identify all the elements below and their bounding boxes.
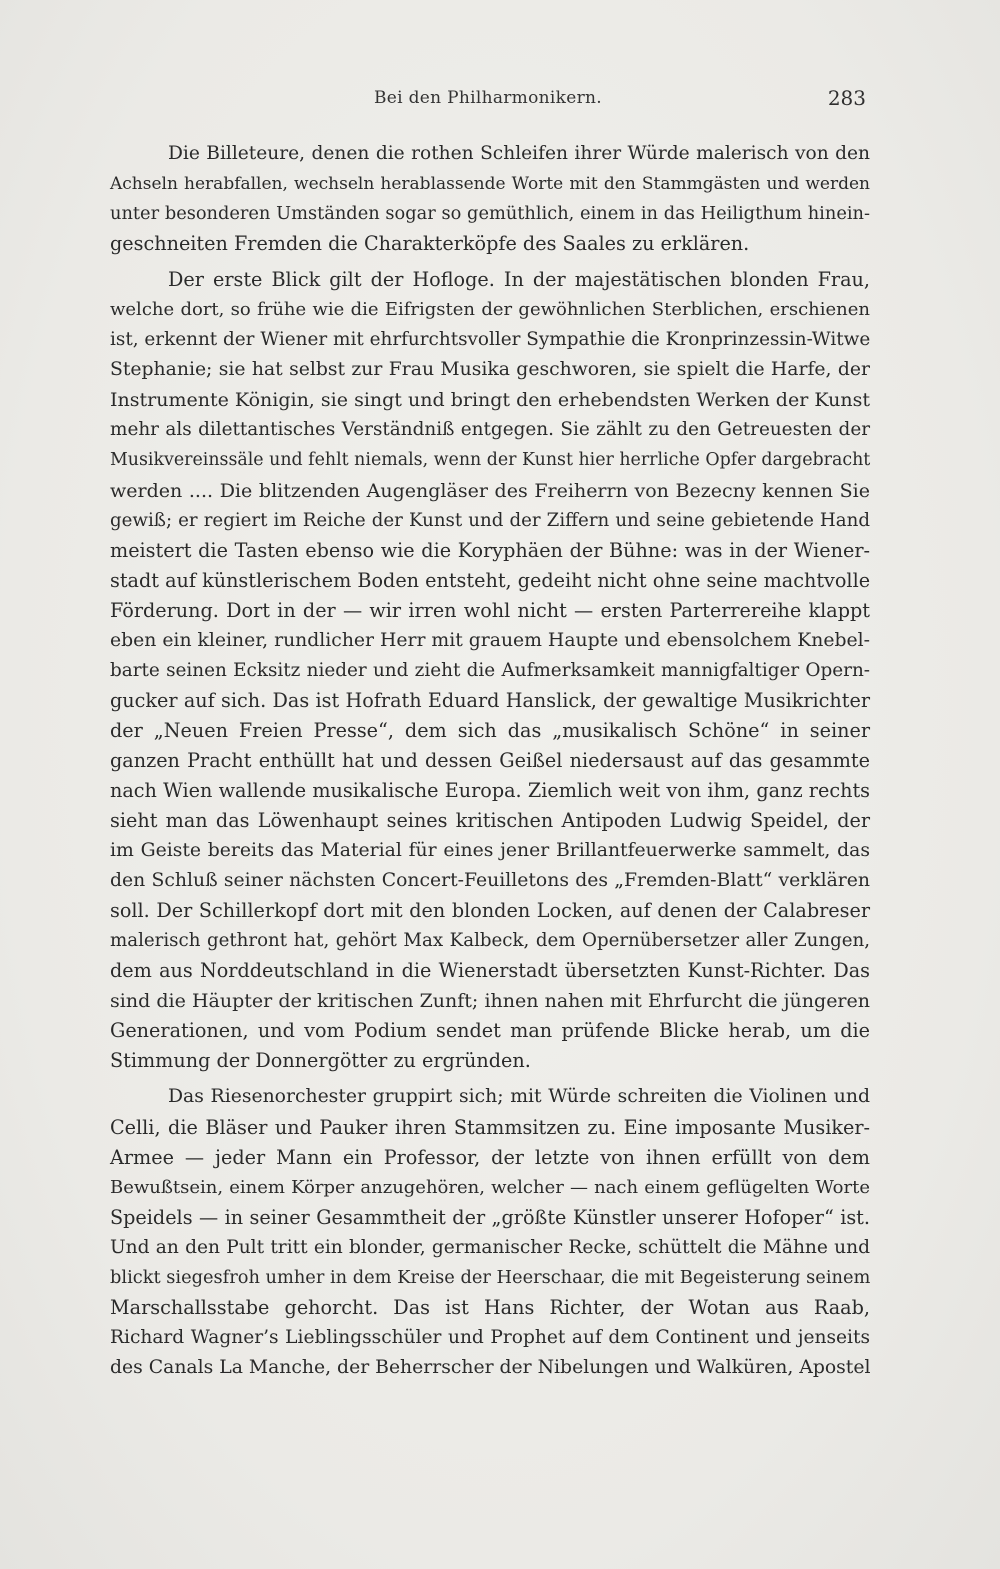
text-line: Richard Wagner’s Lieblingsschüler und Prophet auf dem Continent und jenseits — [110, 1326, 870, 1348]
text-line: Speidels — in seiner Gesammtheit der „größte Künstler unserer Hofoper“ ist. — [110, 1205, 870, 1229]
text-line: sieht man das Löwenhaupt seines kritischen Antipoden Ludwig Speidel, der — [110, 809, 870, 833]
paragraph-first-line: Die Billeteure, denen die rothen Schleifen ihrer Würde malerisch von den — [168, 143, 870, 164]
text-line: nach Wien wallende musikalische Europa. Ziemlich weit von ihm, ganz rechts — [110, 778, 870, 802]
text-line: unter besonderen Umständen sogar so gemüthlich, einem in das Heiligthum hinein- — [110, 203, 870, 225]
text-line: malerisch gethront hat, gehört Max Kalbeck, dem Opernübersetzer aller Zungen, — [110, 930, 870, 952]
text-line: Musikvereinssäle und fehlt niemals, wenn der Kunst hier herrliche Opfer dargebracht — [110, 450, 871, 471]
text-line: geschneiten Fremden die Charakterköpfe des Saales zu erklären. — [110, 232, 750, 256]
text-line: sind die Häupter der kritischen Zunft; ihnen nahen mit Ehrfurcht die jüngeren — [110, 990, 870, 1013]
text-line: mehr als dilettantisches Verständniß entgegen. Sie zählt zu den Getreuesten der — [110, 419, 870, 441]
text-line: soll. Der Schillerkopf dort mit den blonden Locken, auf denen der Calabreser — [110, 899, 870, 923]
text-line: barte seinen Ecksitz nieder und zieht die Aufmerksamkeit mannigfaltiger Opern- — [110, 659, 870, 681]
page-number: 283 — [827, 86, 866, 110]
text-line: Stephanie; sie hat selbst zur Frau Musika geschworen, sie spielt die Harfe, der — [110, 359, 870, 381]
text-line: werden .... Die blitzenden Augengläser des Freiherrn von Bezecny kennen Sie — [110, 479, 870, 502]
text-line: der „Neuen Freien Presse“, dem sich das „musikalisch Schöne“ in seiner — [110, 718, 870, 742]
page-header — [110, 88, 866, 118]
text-line: welche dort, so frühe wie die Eifrigsten der gewöhnlichen Sterblichen, erschienen — [110, 299, 870, 321]
text-line: blickt siegesfroh umher in dem Kreise der Heerschaar, die mit Begeisterung seinem — [110, 1266, 871, 1288]
text-line: Armee — jeder Mann ein Professor, der letzte von ihnen erfüllt von dem — [110, 1145, 870, 1169]
running-head: Bei den Philharmonikern. — [374, 88, 602, 108]
body-text — [110, 139, 870, 1383]
text-line: Celli, die Bläser und Pauker ihren Stammsitzen zu. Eine imposante Musiker- — [110, 1115, 870, 1139]
text-line: gucker auf sich. Das ist Hofrath Eduard Hanslick, der gewaltige Musikrichter — [110, 688, 870, 712]
text-line: Und an den Pult tritt ein blonder, germanischer Recke, schüttelt die Mähne und — [110, 1236, 870, 1258]
text-line: im Geiste bereits das Material für eines jener Brillantfeuerwerke sammelt, das — [110, 840, 870, 862]
paragraph-first-line: Der erste Blick gilt der Hofloge. In der majestätischen blonden Frau, — [168, 268, 870, 292]
text-line: Marschallsstabe gehorcht. Das ist Hans Richter, der Wotan aus Raab, — [110, 1295, 870, 1319]
text-line: ist, erkennt der Wiener mit ehrfurchtsvoller Sympathie die Kronprinzessin-Witwe — [110, 329, 871, 351]
text-line: Generationen, und vom Podium sendet man prüfende Blicke herab, um die — [110, 1019, 870, 1043]
text-line: Achseln herabfallen, wechseln herablassende Worte mit den Stammgästen und werden — [110, 174, 870, 195]
text-line: den Schluß seiner nächsten Concert-Feuilletons des „Fremden-Blatt“ verklären — [110, 870, 870, 892]
text-line: stadt auf künstlerischem Boden entsteht, gedeiht nicht ohne seine machtvolle — [110, 568, 871, 592]
text-line: Instrumente Königin, sie singt und bringt den erhebendsten Werken der Kunst — [110, 389, 870, 412]
text-line: Förderung. Dort in der — wir irren wohl nicht — ersten Parterrereihe klappt — [110, 598, 870, 622]
paragraph-first-line: Das Riesenorchester gruppirt sich; mit Würde schreiten die Violinen und — [168, 1086, 870, 1108]
text-line: ganzen Pracht enthüllt hat und dessen Geißel niedersaust auf das gesammte — [110, 748, 870, 772]
text-line: eben ein kleiner, rundlicher Herr mit grauem Haupte und ebensolchem Knebel- — [110, 629, 870, 651]
text-line: Bewußtsein, einem Körper anzugehören, welcher — nach einem geflügelten Worte — [110, 1176, 870, 1198]
text-line: Stimmung der Donnergötter zu ergründen. — [110, 1049, 531, 1073]
text-line: des Canals La Manche, der Beherrscher der Nibelungen und Walküren, Apostel — [110, 1356, 871, 1378]
text-line: dem aus Norddeutschland in die Wienerstadt übersetzten Kunst-Richter. Das — [110, 959, 870, 983]
text-line: meistert die Tasten ebenso wie die Koryphäen der Bühne: was in der Wiener- — [110, 538, 870, 562]
text-line: gewiß; er regiert im Reiche der Kunst und der Ziffern und seine gebietende Hand — [110, 509, 870, 531]
